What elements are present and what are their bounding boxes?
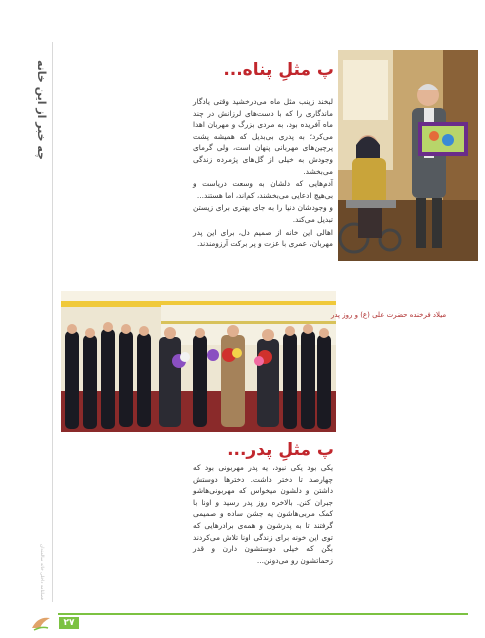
photo-group-illustration [61,291,447,432]
article2-body [193,462,333,567]
sidebar-divider [52,42,53,602]
article1-paragraph: اهالی این خانه از صمیم دل، برای این پدر مهربان، عمری با عزت و پر برکت آرزومندند. [193,227,333,249]
article1-paragraph: و وجودشان دنیا را به جای بهتری برای زیستن تبدیل می‌کند. [193,203,333,224]
article1-paragraph: آدم‌هایی که دلشان به وسعت دریاست و بی‌هیچ ادعایی می‌بخشند، کم‌اند، اما هستند... [193,179,333,200]
photo-painting-gift-illustration [338,50,478,261]
page-number: ۲۷ [59,617,79,629]
section-title: چه خبر از این خانه [35,60,48,160]
magazine-subtitle: فصلنامه داخلی خانه سالمندان [39,544,44,600]
footer-rule [58,613,468,615]
photo-painting-gift [338,50,478,261]
article2-heading: پ مثلِ پدر... [227,440,334,460]
article1-body [193,96,333,251]
article1-heading: پ مثلِ پناه... [223,60,334,80]
article2-paragraph: یکی بود یکی نبود، یه پدر مهربونی بود که چهارصد تا دختر داشت. دخترها دوستش داشتن و دلشون میخواس که مهربونی‌هاشو جبران کنن. بالاخره روز پدر رسید و اونا با کمک مربی‌هاشون یه جشن ساده و صمیمی گرفتند تا به پدرشون و همه‌ی برادرهایی که توی این خونه برای زندگی اونا تلاش می‌کردند بگن که خیلی دوستشون دارن و قدر زحماتشون رو می‌دونن... [193,463,333,565]
magazine-logo-icon [30,612,52,632]
photo-group [61,291,447,432]
article1-paragraph: لبخند زینب مثل ماه می‌درخشید وقتی یادگار ماندگاری را که با دست‌های لرزانش در چند ماه آفریده بود، به مردی بزرگ و مهربان اهدا می‌کرد؛ به پدری بی‌بدیل که همیشه پشت پرچین‌های مهربانی پنهان است، ولی گرمای وجودش به خیلی از گل‌های پژمرده زندگی می‌بخشد. [193,97,333,176]
banner-text: میلاد فرخنده حضرت علی (ع) و روز پدر [331,311,447,319]
